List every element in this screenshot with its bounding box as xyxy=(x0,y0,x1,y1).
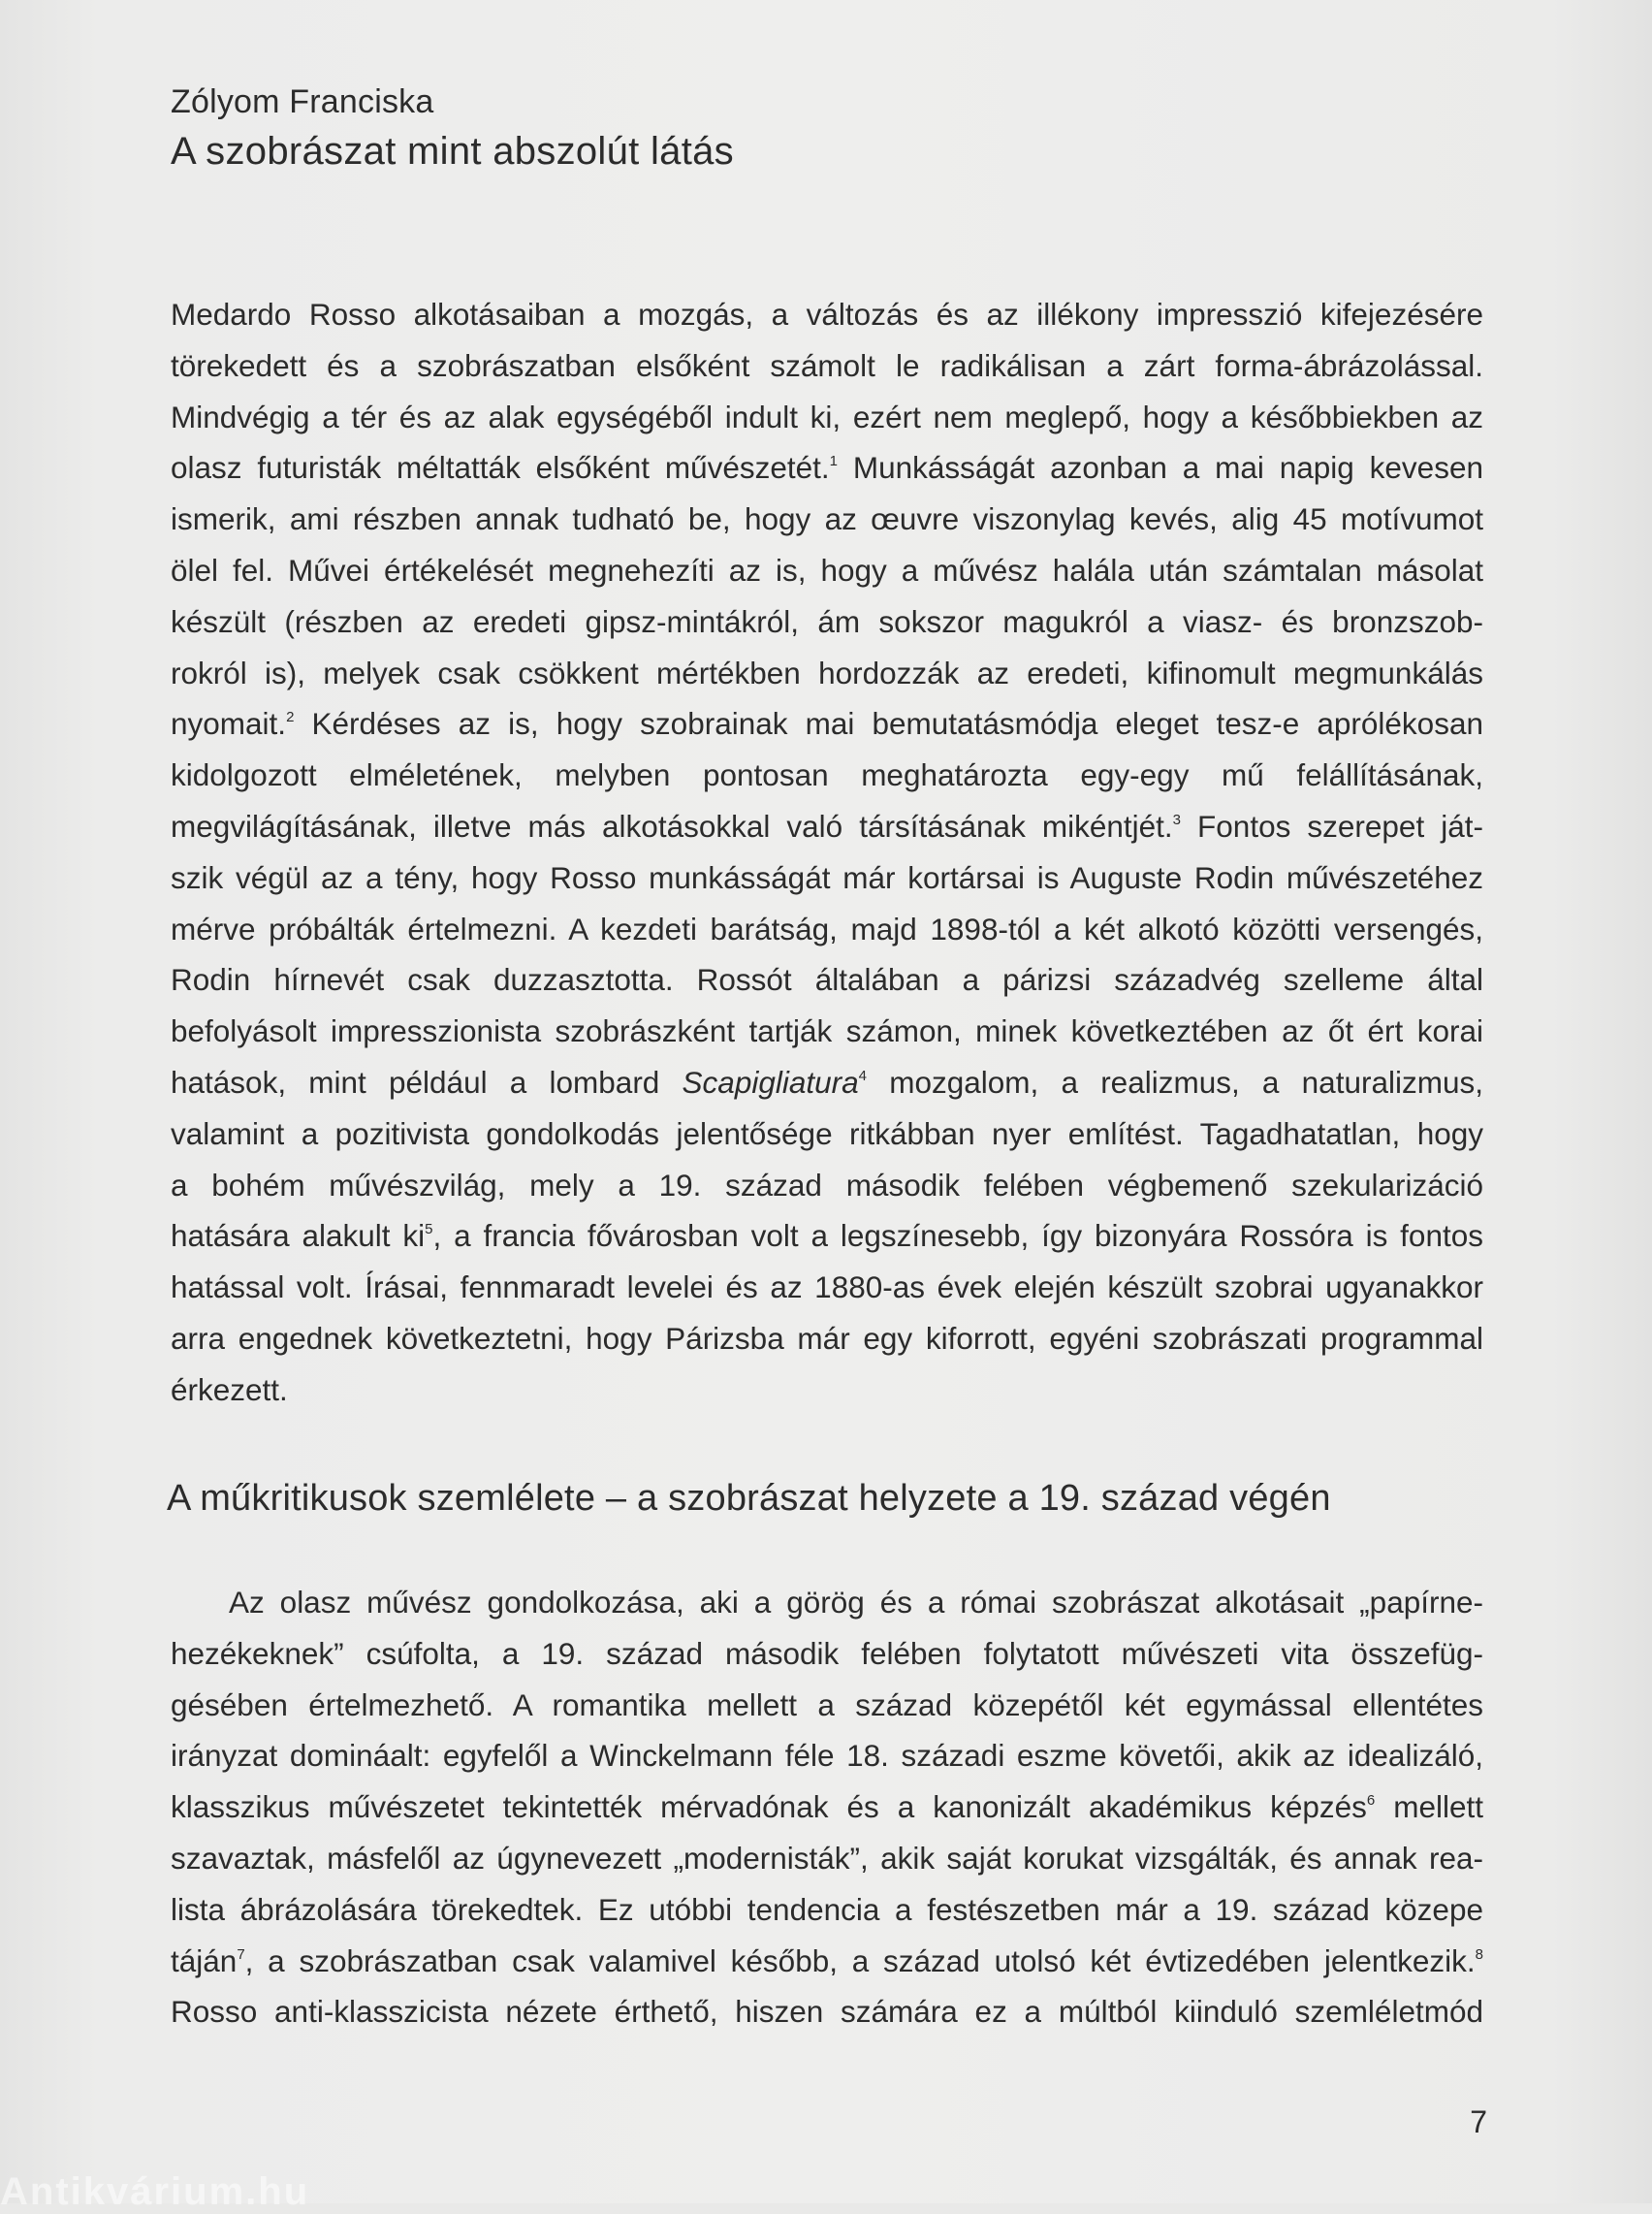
text-line: hatások, mint például a lombard Scapigliatura$^4$ mozgalom, a realizmus, a naturalizmus, xyxy=(171,1064,1483,1100)
text-line: szavaztak, másfelől az úgynevezett „modernisták”, akik saját korukat vizsgálták, és annak rea- xyxy=(171,1840,1483,1876)
text-line: hezékeknek” csúfolta, a 19. század második felében folytatott művészeti vita összefüg- xyxy=(171,1635,1483,1671)
text-line: ismerik, ami részben annak tudható be, hogy az œuvre viszonylag kevés, alig 45 motívumot xyxy=(171,501,1483,537)
text-line: Medardo Rosso alkotásaiban a mozgás, a változás és az illékony impresszió kifejezésére xyxy=(171,297,1483,332)
text-line: lista ábrázolására törekedtek. Ez utóbbi tendencia a festészetben már a 19. század közepe xyxy=(171,1891,1483,1927)
text-line: hatással volt. Írásai, fennmaradt levelei és az 1880-as évek elején készült szobrai ugyanakkor xyxy=(171,1269,1483,1305)
text-line: irányzat domináalt: egyfelől a Winckelmann féle 18. századi eszme követői, akik az idealizáló, xyxy=(171,1738,1483,1774)
footnote-ref: 1 xyxy=(829,453,839,470)
footnote-ref: 7 xyxy=(237,1945,245,1963)
text-line: valamint a pozitivista gondolkodás jelentősége ritkábban nyer említést. Tagadhatatlan, hogy xyxy=(171,1115,1483,1151)
text-line: gésében értelmezhető. A romantika mellett a század közepétől két egymással ellentétes xyxy=(171,1686,1483,1722)
article-title: A szobrászat mint abszolút látás xyxy=(171,130,734,173)
text-line: hatására alakult $ki^5$, a francia fővárosban volt a legszínesebb, így bizonyára Rossóra is fontos xyxy=(171,1218,1483,1254)
text-line: klasszikus művészetet tekintették mérvadónak és a kanonizált akadémikus képzés$^6$ mellett xyxy=(171,1789,1483,1825)
text-line: Mindvégig a tér és az alak egységéből indult ki, ezért nem meglepő, hogy a későbbiekben az xyxy=(171,399,1483,434)
text-line: befolyásolt impresszionista szobrászként tartják számon, minek következtében az őt ért korai xyxy=(171,1013,1483,1049)
text-line: a bohém művészvilág, mely a 19. század második felében végbemenő szekularizáció xyxy=(171,1167,1483,1203)
text-line: arra engednek következtetni, hogy Párizsba már egy kiforrott, egyéni szobrászati programmal xyxy=(171,1320,1483,1356)
text-line: Rosso anti-klasszicista nézete érthető, hiszen számára ez a múltból kiinduló szemléletmód xyxy=(171,1994,1483,2030)
page-number: 7 xyxy=(1470,2104,1487,2139)
text-line: törekedett és a szobrászatban elsőként számolt le radikálisan a zárt forma-ábrázolással. xyxy=(171,347,1483,383)
text-line: táján$^7$, a szobrászatban csak valamivel később, a század utolsó két évtizedében jelentkezik.$^8$ xyxy=(171,1942,1483,1978)
italic-term: Scapigliatura xyxy=(682,1064,859,1100)
section-heading: A műkritikusok szemlélete – a szobrászat helyzete a 19. század végén xyxy=(167,1478,1331,1519)
paragraph-intro xyxy=(171,289,1483,1416)
footnote-ref: 6 xyxy=(1366,1792,1376,1810)
paragraph-section xyxy=(171,1577,1483,2038)
text-line: szik végül az a tény, hogy Rosso munkásságát már kortársai is Auguste Rodin művészetéhez xyxy=(171,859,1483,895)
footnote-ref: 8 xyxy=(1475,1945,1483,1963)
text-line: mérve próbálták értelmezni. A kezdeti barátság, majd 1898-tól a két alkotó közötti versengés, xyxy=(171,911,1483,947)
text-line: ölel fel. Művei értékelését megnehezíti az is, hogy a művész halála után számtalan másolat xyxy=(171,552,1483,588)
text-line: olasz futuristák méltatták elsőként művészetét.$^1$ Munkásságát azonban a mai napig kevesen xyxy=(171,450,1483,486)
text-line: nyomait.$^2$ Kérdéses az is, hogy szobrainak mai bemutatásmódja eleget tesz-e aprólékosan xyxy=(171,706,1483,742)
text-line: rokról is), melyek csak csökkent mértékben hordozzák az eredeti, kifinomult megmunkálás xyxy=(171,655,1483,690)
text-line: Az olasz művész gondolkozása, aki a görög és a római szobrászat alkotásait „papírne- xyxy=(229,1585,1483,1620)
text-line: készült (részben az eredeti gipsz-mintákról, ám sokszor magukról a viasz- és bronzszob- xyxy=(171,603,1483,639)
text-line: Rodin hírnevét csak duzzasztotta. Rossót általában a párizsi századvég szelleme által xyxy=(171,962,1483,998)
footnote-ref: 5 xyxy=(425,1221,433,1238)
text-line: kidolgozott elméletének, melyben pontosan meghatározta egy-egy mű felállításának, xyxy=(171,757,1483,793)
footnote-ref: 4 xyxy=(858,1067,867,1084)
watermark: Antikvárium.hu xyxy=(0,2170,310,2213)
author-name: Zólyom Franciska xyxy=(171,83,434,120)
text-line: megvilágításának, illetve más alkotásokkal való társításának mikéntjét.$^3$ Fontos szerepet ját- xyxy=(171,808,1483,844)
footnote-ref: 2 xyxy=(286,709,295,726)
footnote-ref: 3 xyxy=(1172,811,1182,828)
text-line: érkezett. xyxy=(171,1371,288,1407)
